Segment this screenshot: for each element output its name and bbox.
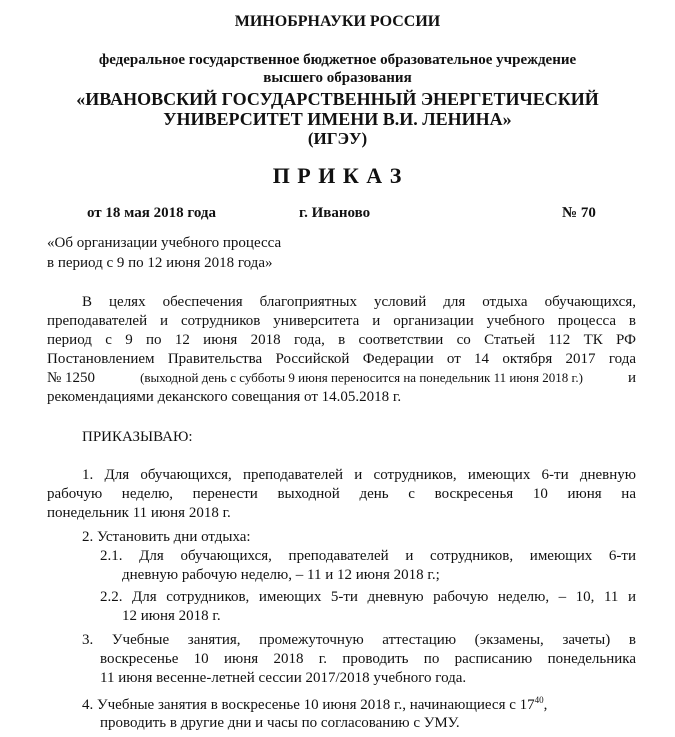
- item3-line3: 11 июня весенне-летней сессии 2017/2018 учебного года.: [100, 670, 467, 686]
- order-subject-line2: в период с 9 по 12 июня 2018 года»: [47, 255, 273, 271]
- preamble-line5: [47, 371, 636, 386]
- order-city: г. Иваново: [299, 205, 371, 221]
- conjunction: и: [627, 370, 636, 386]
- holiday-transfer-note: (выходной день с субботы 9 июня переносится на понедельник 11 июня 2018 г.): [140, 370, 583, 385]
- time-minutes-superscript: 40: [534, 695, 544, 705]
- order-number: № 70: [562, 205, 596, 221]
- item4-line1-text: 4. Учебные занятия в воскресенье 10 июня 2018 г., начинающиеся с 17: [82, 697, 535, 713]
- university-name-line1: «ИВАНОВСКИЙ ГОСУДАРСТВЕННЫЙ ЭНЕРГЕТИЧЕСКИЙ: [76, 89, 599, 109]
- item4-line2: проводить в другие дни и часы по согласованию с УМУ.: [100, 715, 460, 731]
- ministry-title: МИНОБРНАУКИ РОССИИ: [234, 13, 441, 30]
- decree-word: ПРИКАЗЫВАЮ:: [82, 429, 193, 445]
- item1-line1: 1. Для обучающихся, преподавателей и сотрудников, имеющих 6-ти дневную: [82, 467, 636, 483]
- institution-type: федеральное государственное бюджетное образовательное учреждение: [98, 52, 577, 68]
- item3-line1: 3. Учебные занятия, промежуточную аттестацию (экзамены, зачеты) в: [82, 632, 636, 648]
- item2-1-line2: дневную рабочую неделю, – 11 и 12 июня 2018 г.;: [122, 567, 440, 583]
- item1-line3: понедельник 11 июня 2018 г.: [47, 505, 231, 521]
- order-title: П Р И К А З: [272, 163, 403, 188]
- preamble-line3: период с 9 по 12 июня 2018 года, в соответствии со Статьей 112 ТК РФ: [47, 332, 636, 348]
- order-subject-line1: «Об организации учебного процесса: [47, 235, 282, 251]
- item1-line2: рабочую неделю, перенести выходной день с воскресенья 10 июня на: [47, 486, 636, 502]
- order-date: от 18 мая 2018 года: [87, 205, 216, 221]
- item2-line1: 2. Установить дни отдыха:: [82, 529, 251, 545]
- item3-line2: воскресенье 10 июня 2018 г. проводить по расписанию понедельника: [100, 651, 636, 667]
- item2-2-line1: 2.2. Для сотрудников, имеющих 5-ти дневную рабочую неделю, – 10, 11 и: [100, 589, 636, 605]
- item4-line1: 4. Учебные занятия в воскресенье 10 июня 2018 г., начинающиеся с $17^{40}$,: [82, 695, 548, 713]
- item2-2-line2: 12 июня 2018 г.: [122, 608, 221, 624]
- university-name-line2: УНИВЕРСИТЕТ ИМЕНИ В.И. ЛЕНИНА»: [163, 109, 512, 129]
- item2-1-line1: 2.1. Для обучающихся, преподавателей и сотрудников, имеющих 6-ти: [100, 548, 636, 564]
- preamble-line4: Постановлением Правительства Российской Федерации от 14 октября 2017 года: [47, 351, 636, 367]
- preamble-line1: В целях обеспечения благоприятных условий для отдыха обучающихся,: [82, 294, 636, 310]
- preamble-line2: преподавателей и сотрудников университета и организации учебного процесса в: [47, 313, 636, 329]
- decree-number-ref: № 1250: [47, 370, 96, 386]
- education-level: высшего образования: [263, 70, 412, 86]
- university-abbreviation: (ИГЭУ): [307, 129, 368, 148]
- preamble-line6: рекомендациями деканского совещания от 14.05.2018 г.: [47, 389, 402, 405]
